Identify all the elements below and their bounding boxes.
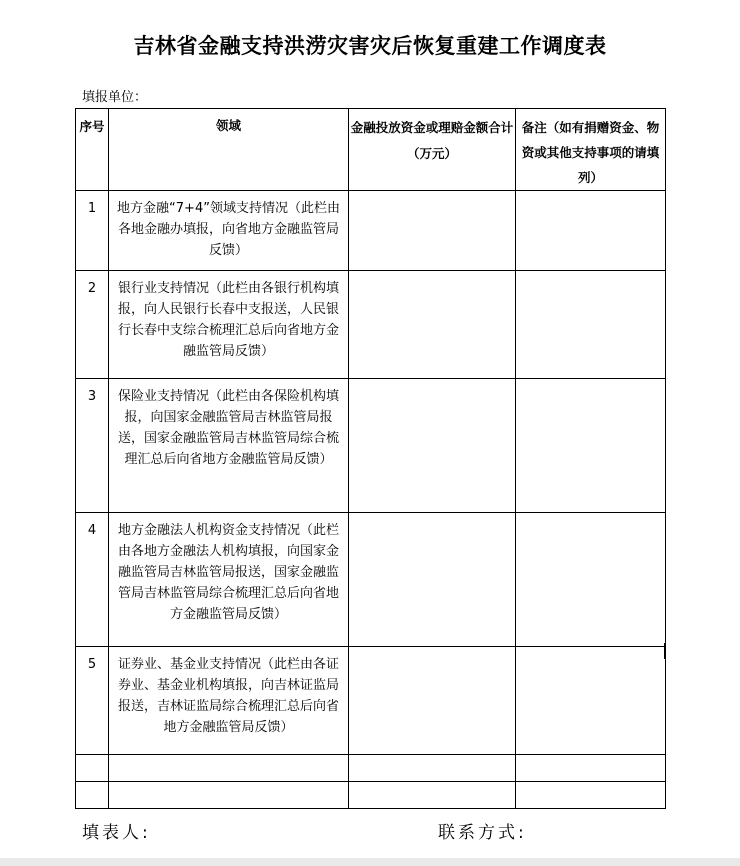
row-num[interactable] — [76, 782, 109, 809]
row-amount-cell[interactable] — [349, 513, 516, 647]
page-bottom-edge — [0, 858, 740, 866]
header-note: 备注（如有捐赠资金、物资或其他支持事项的请填列） — [516, 109, 666, 191]
row-num: 4 — [76, 513, 109, 647]
table-row — [76, 191, 666, 271]
table-row — [76, 647, 666, 755]
filler-label: 填表人: — [82, 823, 151, 843]
row-num[interactable] — [76, 755, 109, 782]
row-amount-cell[interactable] — [349, 271, 516, 379]
header-field: 领域 — [109, 109, 349, 191]
row-note-cell[interactable] — [516, 191, 666, 271]
table-row — [76, 379, 666, 513]
row-amount-cell[interactable] — [349, 755, 516, 782]
row-num: 3 — [76, 379, 109, 513]
header-amount: 金融投放资金或理赔金额合计（万元） — [349, 109, 516, 191]
table-header-row — [76, 109, 666, 191]
row-field: 地方金融法人机构资金支持情况（此栏由各地方金融法人机构填报，向国家金融监管局吉林监管局报送，国家金融监管局吉林监管局综合梳理汇总后向省地方金融监管局反馈） — [109, 513, 349, 647]
row-field: 地方金融“7+4”领域支持情况（此栏由各地金融办填报，向省地方金融监管局反馈） — [109, 191, 349, 271]
document-title: 吉林省金融支持洪涝灾害灾后恢复重建工作调度表 — [133, 33, 607, 58]
row-field[interactable] — [109, 782, 349, 809]
row-amount-cell[interactable] — [349, 782, 516, 809]
header-num: 序号 — [76, 109, 109, 191]
table-row — [76, 513, 666, 647]
table-row — [76, 271, 666, 379]
fill-unit-label: 填报单位： — [82, 90, 148, 105]
row-note-cell[interactable] — [516, 379, 666, 513]
row-num: 1 — [76, 191, 109, 271]
row-note-cell[interactable] — [516, 755, 666, 782]
row-num: 5 — [76, 647, 109, 755]
row-field[interactable] — [109, 755, 349, 782]
row-note-cell[interactable] — [516, 647, 666, 755]
table-row — [76, 755, 666, 782]
contact-label: 联系方式: — [438, 823, 527, 843]
table-row — [76, 782, 666, 809]
row-num: 2 — [76, 271, 109, 379]
row-field: 保险业支持情况（此栏由各保险机构填报，向国家金融监管局吉林监管局报送，国家金融监管局吉林监管局综合梳理汇总后向省地方金融监管局反馈） — [109, 379, 349, 513]
row-note-cell[interactable] — [516, 271, 666, 379]
row-note-cell[interactable] — [516, 513, 666, 647]
row-amount-cell[interactable] — [349, 647, 516, 755]
schedule-table — [75, 108, 666, 809]
row-note-cell[interactable] — [516, 782, 666, 809]
row-field: 证券业、基金业支持情况（此栏由各证券业、基金业机构填报，向吉林证监局报送，吉林证监局综合梳理汇总后向省地方金融监管局反馈） — [109, 647, 349, 755]
text-cursor — [664, 643, 666, 659]
row-amount-cell[interactable] — [349, 379, 516, 513]
row-field: 银行业支持情况（此栏由各银行机构填报，向人民银行长春中支报送，人民银行长春中支综合梳理汇总后向省地方金融监管局反馈） — [109, 271, 349, 379]
row-amount-cell[interactable] — [349, 191, 516, 271]
